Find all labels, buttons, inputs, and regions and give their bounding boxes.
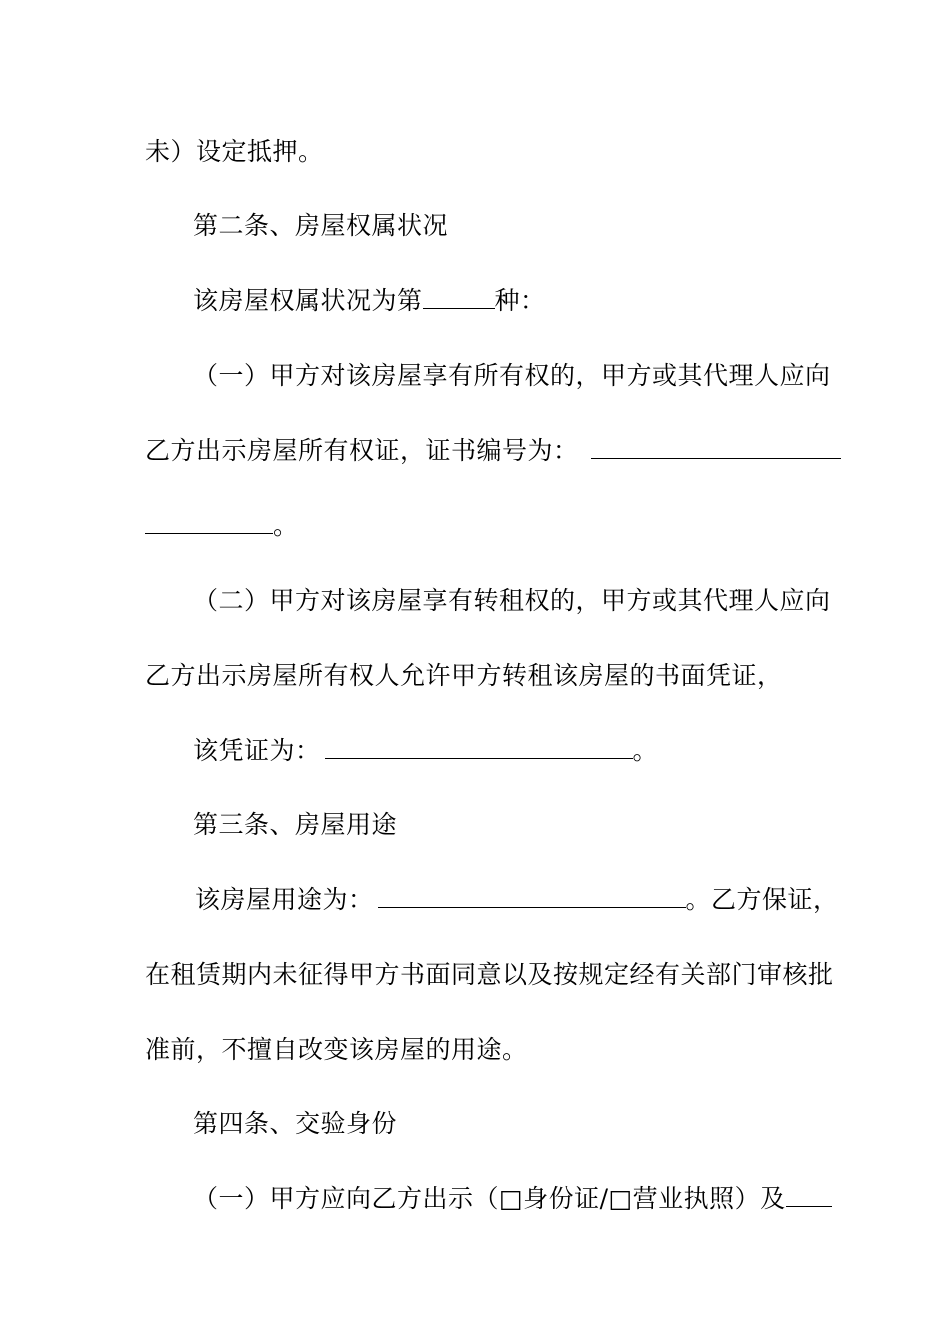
text-fragment: 未）设定抵押。 — [145, 137, 324, 166]
text-fragment: （二）甲方对该房屋享有转租权的，甲方或其代理人应向 — [193, 586, 831, 615]
text-line — [145, 511, 299, 541]
section-heading-3 — [193, 810, 397, 840]
section-heading-2 — [193, 211, 448, 241]
text-fragment: （一）甲方对该房屋享有所有权的，甲方或其代理人应向 — [193, 361, 831, 390]
fill-in-blank — [591, 436, 841, 459]
fill-in-blank — [786, 1184, 832, 1207]
text-fragment: 乙方出示房屋所有权人允许甲方转租该房屋的书面凭证， — [145, 661, 783, 690]
text-fragment: 乙方出示房屋所有权证，证书编号为： — [145, 436, 579, 465]
fill-in-blank — [145, 511, 273, 534]
text-line — [195, 885, 839, 915]
text-line — [193, 286, 546, 316]
text-fragment: 在租赁期内未征得甲方书面同意以及按规定经有关部门审核批 — [145, 960, 834, 989]
heading-text: 第二条、房屋权属状况 — [193, 211, 449, 240]
text-line — [193, 361, 831, 391]
fill-in-blank — [378, 885, 686, 908]
heading-text: 第四条、交验身份 — [193, 1109, 398, 1138]
text-fragment: 。 — [273, 511, 299, 540]
text-line — [193, 1184, 832, 1214]
fill-in-blank — [325, 736, 633, 759]
heading-text: 第三条、房屋用途 — [193, 810, 398, 839]
text-line — [193, 586, 831, 616]
text-fragment: 该凭证为： — [193, 736, 321, 765]
text-line — [145, 960, 834, 990]
text-fragment: 。乙方保证， — [685, 885, 839, 914]
text-fragment: 种： — [494, 286, 546, 315]
text-fragment: 该房屋用途为： — [195, 885, 374, 914]
text-fragment: （一）甲方应向乙方出示（□身份证/□营业执照）及 — [193, 1184, 786, 1213]
text-fragment: 该房屋权属状况为第 — [193, 286, 423, 315]
text-fragment: 准前，不擅自改变该房屋的用途。 — [145, 1035, 528, 1064]
section-heading-4 — [193, 1109, 397, 1139]
text-line — [193, 736, 658, 766]
text-line — [145, 1035, 528, 1065]
fill-in-blank — [423, 286, 495, 309]
text-line — [145, 436, 841, 466]
text-fragment: 。 — [632, 736, 659, 765]
text-line — [145, 137, 324, 167]
text-line — [145, 661, 783, 691]
